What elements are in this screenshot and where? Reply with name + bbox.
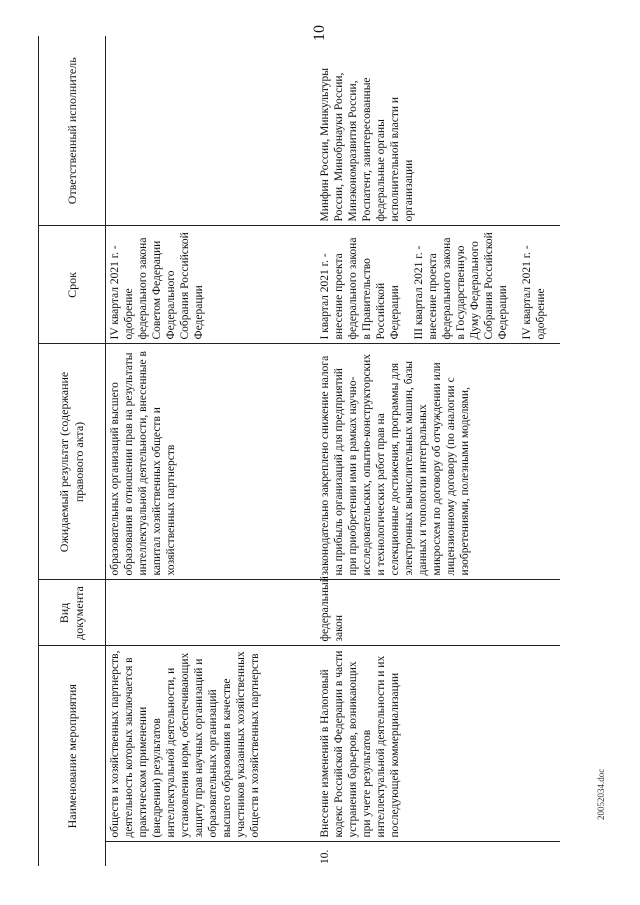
row-10-term xyxy=(316,226,560,344)
table-row-continued xyxy=(106,36,316,866)
row-10-term-2: III квартал 2021 г. - внесение проекта федерального закона в Государственную Думу Федерального Собрания Российской Федерации xyxy=(412,232,509,340)
header-term: Срок xyxy=(39,226,106,344)
row-cont-responsible xyxy=(106,36,316,226)
row-cont-result: образовательных организаций высшего образования в отношении прав на результаты интеллектуальной деятельности, внесенные в капитал хозяйственных обществ и хозяйственных партнерств xyxy=(106,344,316,580)
row-10-num: 10. xyxy=(318,849,331,864)
header-kind: Вид документа xyxy=(39,580,106,646)
row-10-result: законодательно закреплено снижение налога на прибыль организаций для предприятий при приобретении ими в рамках научно-исследовательских, опытно-конструкторских и технологических работ прав на селекционные достижения, программы для электронных вычислительных машин, базы данных и топологии интегральных микросхем по договору об отчуждении или лицензионному договору (по аналогии с изобретениями, полезными моделями, xyxy=(316,344,560,580)
row-10-responsible: Минфин России, Минкультуры России, Минобрнауки России, Минэкономразвития России, Роспатент, заинтересованные федеральные органы исполнительной власти и организации xyxy=(316,36,560,226)
table-header-row xyxy=(39,36,106,866)
file-name-tag: 20052034.doc xyxy=(596,768,606,820)
header-responsible: Ответственный исполнитель xyxy=(39,36,106,226)
row-10-term-3: IV квартал 2021 г. - одобрение xyxy=(520,245,547,340)
row-10-kind: федеральный закон xyxy=(316,580,560,646)
header-name: Наименование мероприятия xyxy=(39,646,106,866)
row-cont-name: обществ и хозяйственных партнерств, деятельность которых заключается в практическом применении (внедрении) результатов интеллектуальной деятельности, и установления норм, обеспечивающих защиту прав научных организаций и образовательных организаций высшего образования в качестве участников указанных хозяйственных обществ и хозяйственных партнерств xyxy=(106,646,316,842)
rotated-table-area xyxy=(38,36,590,866)
row-cont-num xyxy=(106,842,316,866)
page-number: 10 xyxy=(311,25,328,41)
row-cont-term: IV квартал 2021 г. - одобрение федерального закона Советом Федерации Федерального Собрания Российской Федерации xyxy=(106,226,316,344)
row-cont-kind xyxy=(106,580,316,646)
header-result: Ожидаемый результат (содержание правового акта) xyxy=(39,344,106,580)
row-10-name: Внесение изменений в Налоговый кодекс Российской Федерации в части устранения барьеров, возникающих при учете результатов интеллектуальной деятельности и их последующей коммерциализации xyxy=(316,646,560,842)
table-row-10 xyxy=(316,36,560,866)
row-10-term-1: I квартал 2021 г. - внесение проекта федерального закона в Правительство Российской Федерации xyxy=(318,237,401,340)
measures-table xyxy=(38,36,560,866)
